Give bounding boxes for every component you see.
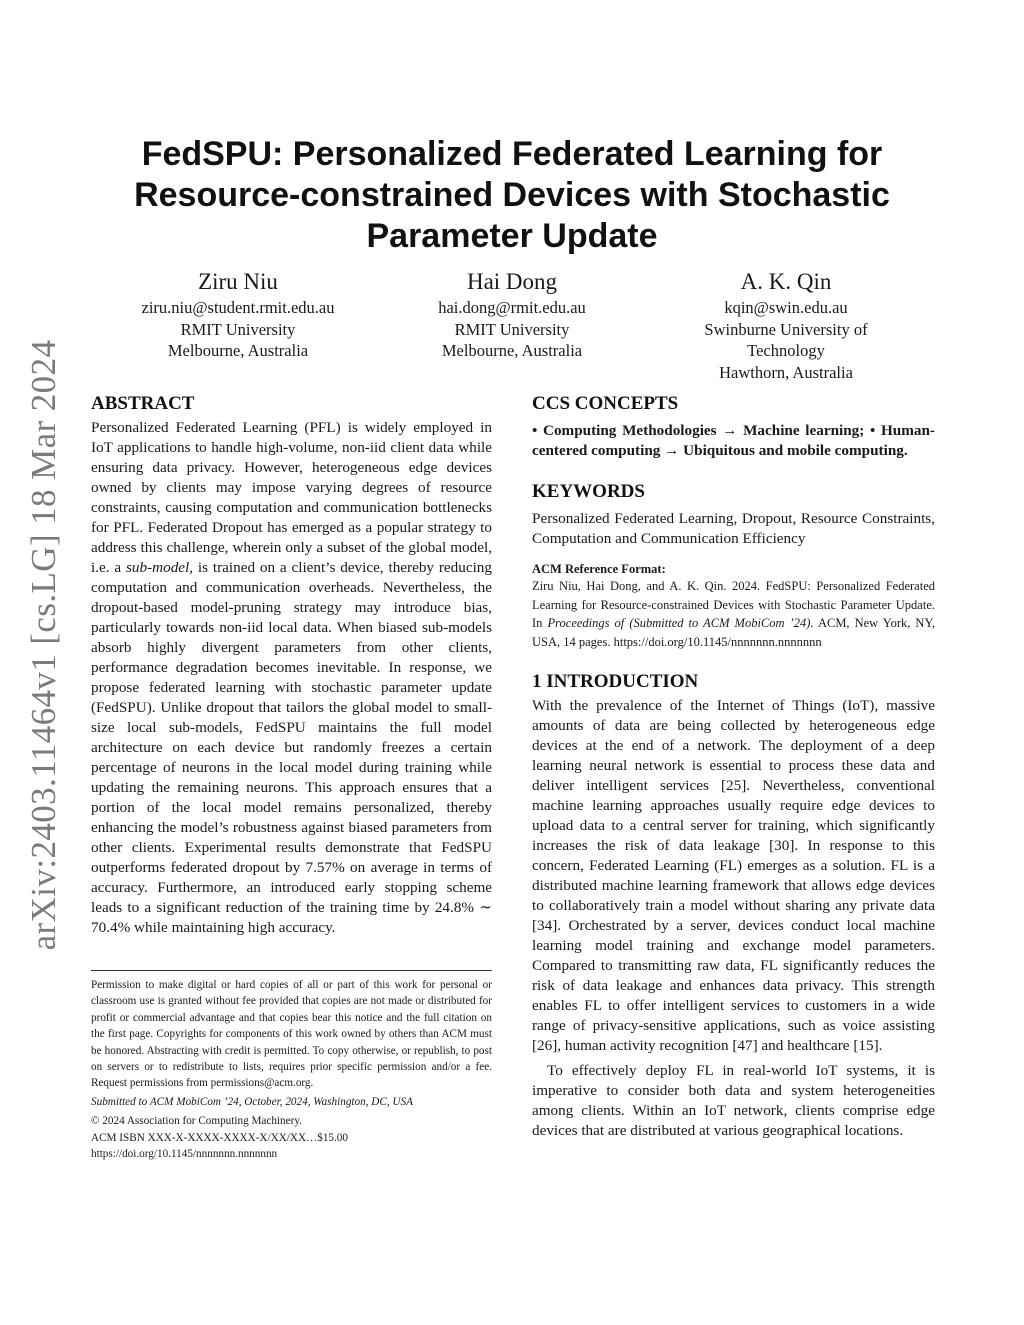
author-email: hai.dong@rmit.edu.au	[438, 298, 586, 317]
keywords-text: Personalized Federated Learning, Dropout, Resource Constraints, Computation and Communication Efficiency	[532, 510, 935, 547]
abstract-text-part1: Personalized Federated Learning (PFL) is widely employed in IoT applications to handle high-volume, non-iid client data while ensuring data privacy. However, heterogeneous edge devices owned by clients may impose varying degrees of resource constraints, causing computation and communication bottlenecks for PFL. Federated Dropout has emerged as a popular strategy to address this challenge, wherein only a subset of the global model, i.e. a	[91, 419, 492, 576]
title-line-2: Resource-constrained Devices with Stochastic	[134, 176, 890, 214]
keywords-heading: KEYWORDS	[532, 481, 645, 502]
abstract-text-part2: , is trained on a client’s device, thereby reducing computation and communication overheads. Nevertheless, the dropout-based model-pruning strategy may introduce bias, particularly towards non-iid local data. When biased sub-models absorb highly divergent parameters from other clients, performance degradation becomes inevitable. In response, we propose federated learning with stochastic parameter update (FedSPU). Unlike dropout that tailors the global model to small-size local sub-models, FedSPU maintains the full model architecture on each device but randomly freezes a certain percentage of neurons in the local model during training while updating the remaining neurons. This approach ensures that a portion of the local model remains personalized, thereby enhancing the model’s robustness against biased parameters from other clients. Experimental results demonstrate that FedSPU outperforms federated dropout by 7.57% on average in terms of accuracy. Furthermore, an introduced early stopping scheme leads to a significant reduction of the training time by 24.8% ∼ 70.4% while maintaining high accuracy.	[91, 559, 492, 936]
ccs-heading: CCS CONCEPTS	[532, 393, 679, 414]
introduction-paragraph-1: With the prevalence of the Internet of Things (IoT), massive amounts of data are being collected by heterogeneous edge devices at the end of a network. The deployment of a deep learning neural network is essential to process these data and deliver intelligent services [25]. Nevertheless, conventional machine learning approaches usually require edge devices to upload data to a central server for training, which significantly increases the risk of data leakage [30]. In response to this concern, Federated Learning (FL) emerges as a solution. FL is a distributed machine learning framework that allows edge devices to collaboratively train a model without sharing any private data [34]. Orchestrated by a server, devices conduct local machine learning model training and exchange model parameters. Compared to transmitting raw data, FL significantly reduces the risk of data leakage and enhances data privacy. This strength enables FL to offer intelligent services to customers in a wide range of privacy-sensitive applications, such as voice assisting [26], human activity recognition [47] and healthcare [15].	[532, 697, 935, 1055]
abstract-text	[91, 418, 492, 938]
author-location: Hawthorn, Australia	[719, 362, 853, 382]
author-affiliation: RMIT University	[454, 319, 570, 339]
author-location: Melbourne, Australia	[167, 341, 309, 360]
author-block-1	[118, 267, 358, 362]
abstract-italic-term: sub-model	[125, 559, 190, 576]
author-block-3	[666, 267, 906, 383]
arxiv-sidebar	[12, 0, 76, 1325]
author-location: Melbourne, Australia	[441, 341, 583, 360]
author-name: A. K. Qin	[740, 269, 832, 294]
doi-line: https://doi.org/10.1145/nnnnnnn.nnnnnnn	[91, 1148, 278, 1161]
permission-text: Permission to make digital or hard copies of all or part of this work for personal or classroom use is granted without fee provided that copies are not made or distributed for profit or commercial advantage and that copies bear this notice and the full citation on the first page. Copyrights for components of this work owned by others than ACM must be honored. Abstracting with credit is permitted. To copy otherwise, or republish, to post on servers or to redistribute to lists, requires prior specific permission and/or a fee. Request permissions from permissions@acm.org.	[91, 979, 492, 1090]
introduction-paragraph-2: To effectively deploy FL in real-world IoT systems, it is imperative to consider both data and system heterogeneities among clients. Within an IoT network, clients comprise edge devices that are distributed at various geographical locations.	[532, 1062, 935, 1140]
acm-reference-heading: ACM Reference Format:	[532, 562, 666, 576]
ccs-text: • Computing Methodologies → Machine learning; • Human-centered computing → Ubiquitous and mobile computing.	[532, 422, 935, 459]
author-email: kqin@swin.edu.au	[724, 298, 848, 317]
submission-venue: Submitted to ACM MobiCom ’24, October, 2024, Washington, DC, USA	[91, 1095, 413, 1108]
title-line-3: Parameter Update	[366, 217, 658, 255]
isbn-line: ACM ISBN XXX-X-XXXX-XXXX-X/XX/XX…$15.00	[91, 1131, 348, 1144]
copyright-line: © 2024 Association for Computing Machinery.	[91, 1115, 302, 1128]
introduction-heading: 1 INTRODUCTION	[532, 671, 699, 693]
paper-title	[120, 134, 904, 257]
acm-reference-part2: ACM, New York, NY, USA, 14 pages. https://doi.org/10.1145/nnnnnnn.nnnnnnn	[532, 616, 936, 649]
permission-footnote	[91, 977, 492, 1162]
author-email: ziru.niu@student.rmit.edu.au	[141, 298, 335, 317]
abstract-heading: ABSTRACT	[91, 393, 195, 414]
right-column	[532, 392, 935, 1141]
author-name: Ziru Niu	[198, 269, 278, 294]
author-affiliation: Swinburne University of	[704, 319, 868, 339]
acm-reference-italic: Proceedings of (Submitted to ACM MobiCom ’24).	[547, 616, 814, 631]
arxiv-identifier: arXiv:2403.11464v1 [cs.LG] 18 Mar 2024	[24, 339, 63, 951]
abstract-section	[91, 392, 492, 938]
title-line-1: FedSPU: Personalized Federated Learning for	[141, 135, 883, 173]
author-name: Hai Dong	[466, 269, 558, 294]
author-affiliation: RMIT University	[180, 319, 296, 339]
author-block-2	[392, 267, 632, 362]
acm-reference-text	[532, 577, 935, 651]
author-affiliation-cont: Technology	[747, 341, 825, 360]
acm-reference-part1: Ziru Niu, Hai Dong, and A. K. Qin. 2024. FedSPU: Personalized Federated Learning for Resource-constrained Devices with Stochastic Parameter Update. In	[532, 579, 935, 631]
footnote-divider	[91, 970, 492, 971]
